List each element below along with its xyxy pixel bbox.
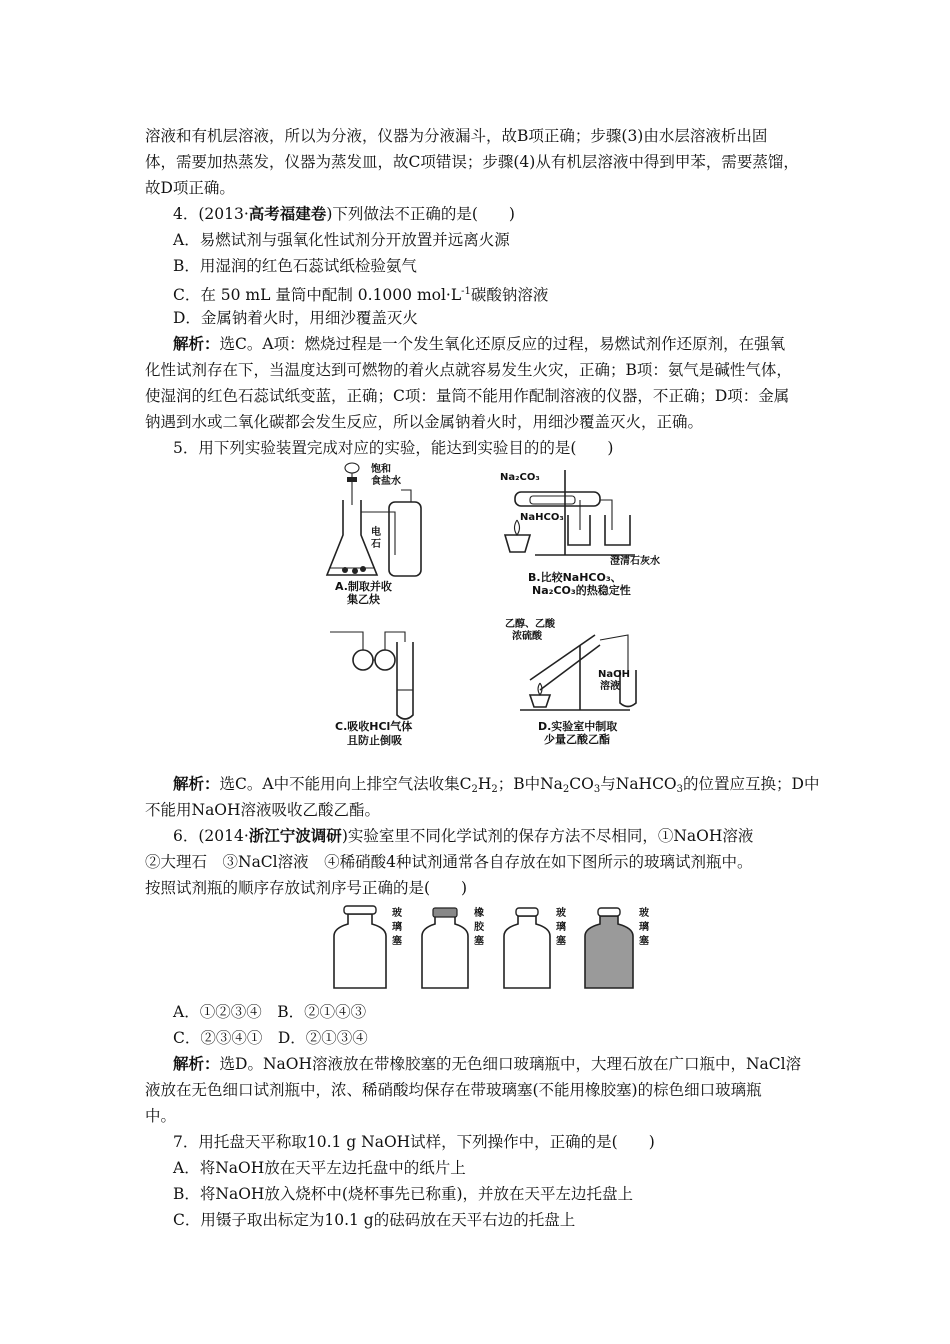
bottle-1-label: 玻: [392, 908, 402, 919]
caption-d-2: 少量乙酸乙酯: [544, 733, 610, 746]
apparatus-a-figure: [315, 460, 465, 605]
bottle-1-label: 塞: [392, 936, 402, 947]
option-a: A．易燃试剂与强氧化性试剂分开放置并远离火源: [173, 231, 510, 249]
text-line: 液放在无色细口试剂瓶中，浓、稀硝酸均保存在带玻璃塞(不能用橡胶塞)的棕色细口玻璃瓶: [145, 1081, 762, 1099]
caption-b-2: Na₂CO₃的热稳定性: [532, 584, 631, 597]
answer-5: 解析：选C。A中不能用向上排空气法收集$C_2H_2$；B中$Na_2CO_3$与NaHCO$_3$的位置应互换；D中: [173, 775, 820, 795]
label-carbide-1: 电: [371, 527, 381, 538]
question-4: 4．(2013·高考福建卷)下列做法不正确的是( ): [173, 205, 515, 223]
apparatus-d-figure: [500, 615, 680, 755]
text-line: 钠遇到水或二氧化碳都会发生反应，所以金属钠着火时，用细沙覆盖灭火，正确。: [145, 413, 704, 431]
caption-b-1: B.比较NaHCO₃、: [528, 571, 622, 584]
bottle-4-brown: [585, 906, 650, 988]
caption-c-2: 且防止倒吸: [347, 734, 402, 747]
question-5: 5．用下列实验装置完成对应的实验，能达到实验目的的是( ): [173, 439, 614, 457]
label-reagents: 乙醇、乙酸: [505, 619, 555, 630]
text-line: 化性试剂存在下，当温度达到可燃物的着火点就容易发生火灾，正确；B项：氨气是碱性气体，: [145, 361, 792, 379]
bottle-2-label: 橡: [474, 908, 484, 919]
label-limewater: 澄清石灰水: [610, 556, 660, 567]
bottle-2-label: 塞: [474, 936, 484, 947]
option-d: D．金属钠着火时，用细沙覆盖灭火: [173, 309, 418, 327]
options-ab: A．①②③④ B．②①④③: [173, 1003, 367, 1021]
bottle-4-label: 玻: [639, 908, 649, 919]
text-line: ②大理石 ③NaCl溶液 ④稀硝酸4种试剂通常各自存放在如下图所示的玻璃试剂瓶中。: [145, 853, 753, 871]
text-line: 溶液和有机层溶液，所以为分液，仪器为分液漏斗，故B项正确；步骤(3)由水层溶液析出固: [145, 127, 768, 145]
text-line: 故D项正确。: [145, 179, 235, 197]
bottle-2-label: 胶: [474, 922, 484, 933]
option-c: C．用镊子取出标定为10.1 g的砝码放在天平右边的托盘上: [173, 1211, 576, 1229]
label-sulfuric: 浓硫酸: [512, 631, 542, 642]
bottle-1: [334, 906, 403, 988]
apparatus-c-figure: [325, 620, 445, 755]
caption-a-2: 集乙炔: [347, 593, 380, 605]
answer-4: 解析：选C。A项：燃烧过程是一个发生氧化还原反应的过程，易燃试剂作还原剂，在强氧: [173, 335, 786, 353]
options-cd: C．②③④① D．②①③④: [173, 1029, 368, 1047]
label-saturated: 饱和: [371, 464, 391, 475]
question-6: 6．(2014·浙江宁波调研)实验室里不同化学试剂的保存方法不尽相同，①NaOH溶液: [173, 827, 754, 845]
caption-c-1: C.吸收HCl气体: [335, 720, 413, 733]
text-line: 体，需要加热蒸发，仪器为蒸发皿，故C项错误；步骤(4)从有机层溶液中得到甲苯，需要蒸馏，: [145, 153, 799, 171]
question-7: 7．用托盘天平称取10.1 g NaOH试样，下列操作中，正确的是( ): [173, 1133, 655, 1151]
text-line: 中。: [145, 1107, 177, 1125]
text-line: 按照试剂瓶的顺序存放试剂序号正确的是( ): [145, 879, 468, 897]
option-c: C．在 50 mL 量筒中配制 0.1000 $mol\cdot L^{-1}$碳酸钠溶液: [173, 286, 549, 304]
caption-d-1: D.实验室中制取: [538, 720, 618, 733]
bottle-3-label: 塞: [556, 936, 566, 947]
option-a: A．将NaOH放在天平左边托盘中的纸片上: [173, 1159, 466, 1177]
label-solution: 溶液: [600, 681, 620, 692]
text-line: 不能用NaOH溶液吸收乙酸乙酯。: [145, 801, 381, 819]
text-line: 使湿润的红色石蕊试纸变蓝，正确；C项：量筒不能用作配制溶液的仪器，不正确；D项：金属: [145, 387, 790, 405]
apparatus-b-figure: [490, 460, 680, 605]
caption-a-1: A.制取并收: [335, 580, 392, 593]
bottle-2: [422, 906, 485, 988]
label-naoh: NaOH: [598, 669, 630, 680]
bottle-1-label: 璃: [392, 922, 402, 933]
bottle-3-label: 玻: [556, 908, 566, 919]
option-b: B．用湿润的红色石蕊试纸检验氨气: [173, 257, 417, 275]
label-brine: 食盐水: [371, 476, 401, 487]
option-b: B．将NaOH放入烧杯中(烧杯事先已称重)，并放在天平左边托盘上: [173, 1185, 634, 1203]
label-na2co3: Na₂CO₃: [500, 472, 540, 483]
bottle-4-label: 璃: [639, 922, 649, 933]
answer-6: 解析：选D。NaOH溶液放在带橡胶塞的无色细口玻璃瓶中，大理石放在广口瓶中，NaCl溶: [173, 1055, 802, 1073]
label-nahco3: NaHCO₃: [520, 512, 564, 523]
bottle-4-label: 塞: [639, 936, 649, 947]
bottle-3: [504, 906, 567, 988]
bottle-3-label: 璃: [556, 922, 566, 933]
label-carbide-2: 石: [371, 539, 381, 550]
reagent-bottles-figure: [330, 902, 665, 992]
